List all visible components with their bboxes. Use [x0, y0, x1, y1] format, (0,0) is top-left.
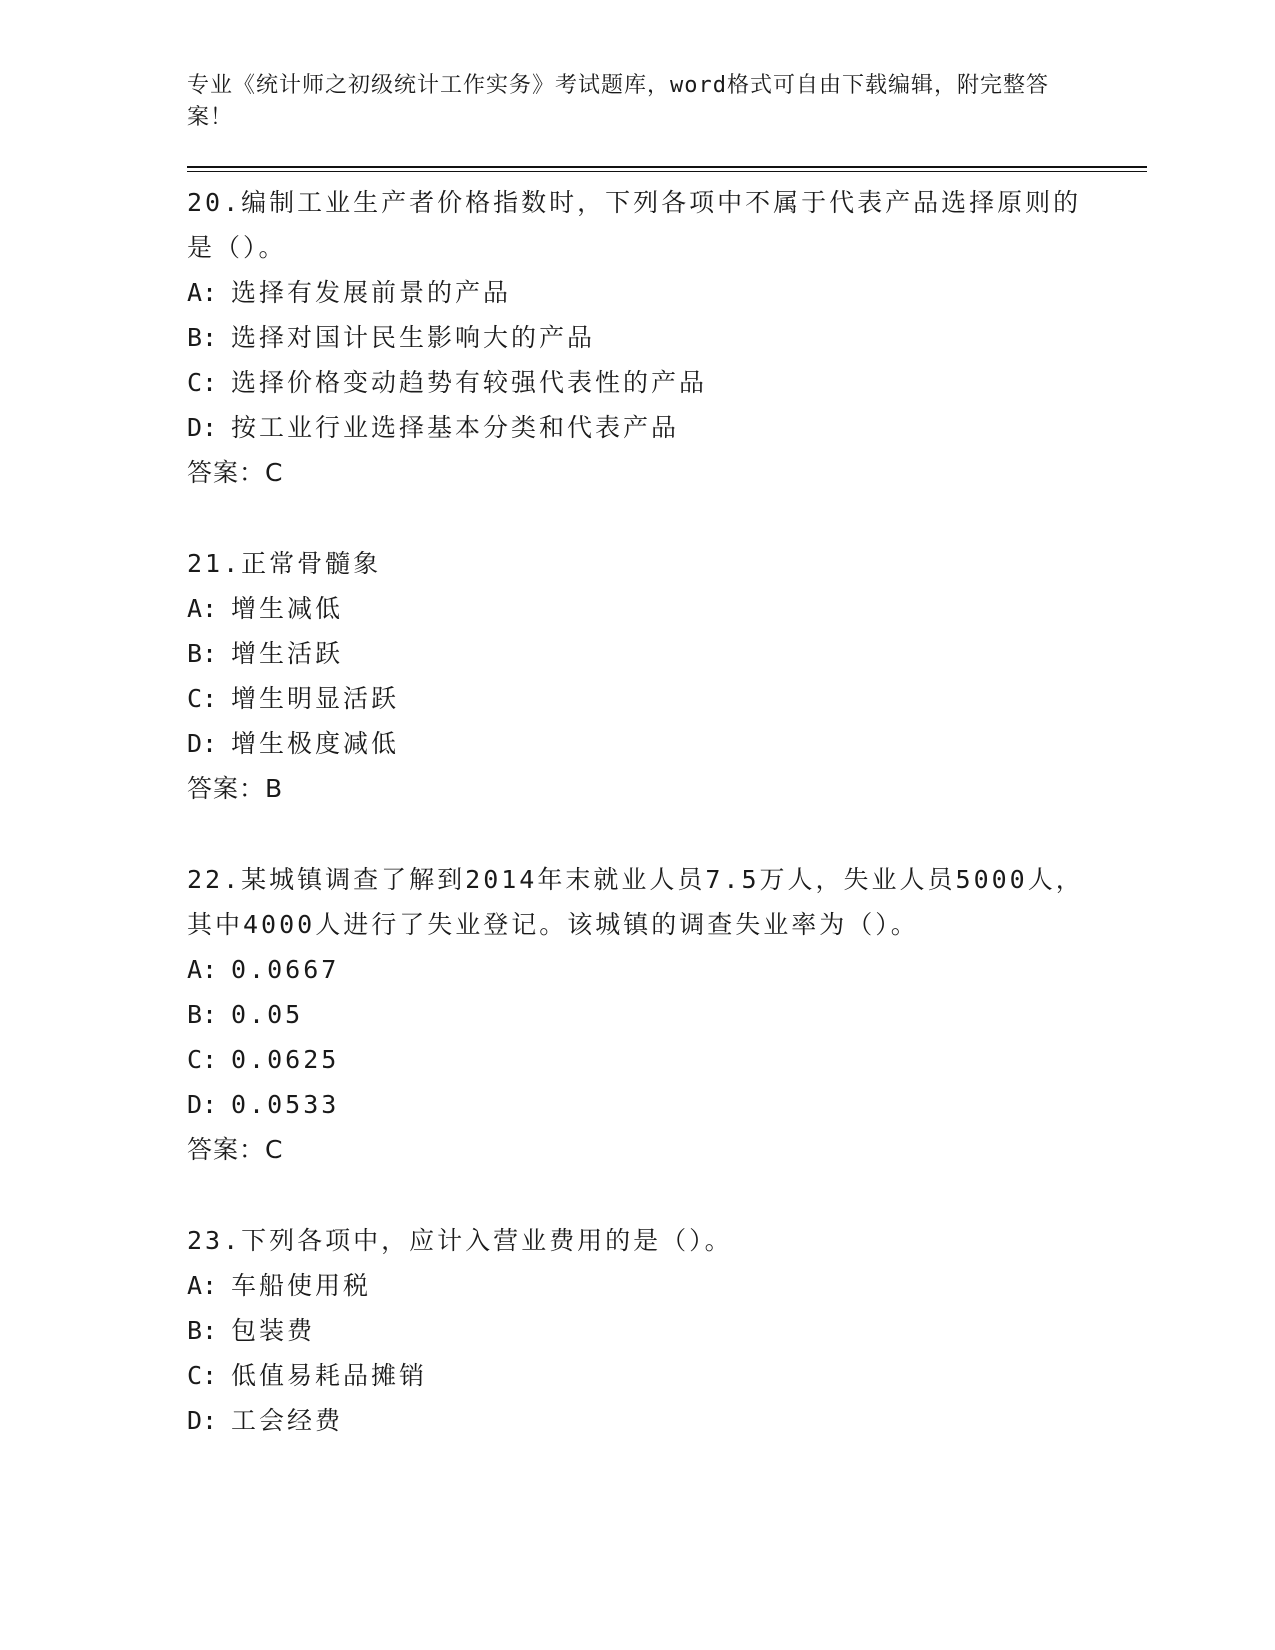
- option-c: [187, 1353, 1147, 1398]
- option-text: 按工业行业选择基本分类和代表产品: [231, 413, 680, 442]
- option-letter: D:: [187, 413, 218, 442]
- option-text: 增生明显活跃: [231, 684, 400, 713]
- option-c: [187, 1037, 1147, 1082]
- option-text: 增生极度减低: [231, 729, 400, 758]
- option-letter: A:: [187, 594, 218, 623]
- option-text: 0.0625: [231, 1045, 340, 1074]
- answer-line: 答案：C: [187, 458, 284, 487]
- option-letter: C:: [187, 1361, 218, 1390]
- option-letter: B:: [187, 639, 218, 668]
- option-letter: A:: [187, 955, 218, 984]
- question-stem: 22.某城镇调查了解到2014年末就业人员7.5万人，失业人员5000人，其中4000人进行了失业登记。该城镇的调查失业率为（）。: [187, 865, 1084, 939]
- option-text: 0.0667: [231, 955, 340, 984]
- option-letter: A:: [187, 1271, 218, 1300]
- option-b: [187, 1308, 1147, 1353]
- question-21: [187, 541, 1147, 811]
- question-20: [187, 180, 1147, 495]
- question-stem: 20.编制工业生产者价格指数时，下列各项中不属于代表产品选择原则的是（）。: [187, 188, 1082, 262]
- document-page: [187, 70, 1147, 1489]
- option-d: [187, 405, 1147, 450]
- question-stem: 21.正常骨髓象: [187, 549, 382, 578]
- option-a: [187, 947, 1147, 992]
- option-c: [187, 360, 1147, 405]
- option-letter: C:: [187, 368, 218, 397]
- document-header: 专业《统计师之初级统计工作实务》考试题库，word格式可自由下载编辑，附完整答案！: [187, 73, 1049, 130]
- option-letter: C:: [187, 1045, 218, 1074]
- option-letter: C:: [187, 684, 218, 713]
- option-letter: B:: [187, 1316, 218, 1345]
- option-text: 低值易耗品摊销: [231, 1361, 428, 1390]
- option-c: [187, 676, 1147, 721]
- option-b: [187, 631, 1147, 676]
- option-text: 增生减低: [231, 594, 344, 623]
- option-text: 选择价格变动趋势有较强代表性的产品: [231, 368, 708, 397]
- option-text: 0.05: [231, 1000, 304, 1029]
- option-a: [187, 586, 1147, 631]
- option-letter: D:: [187, 1406, 218, 1435]
- option-text: 增生活跃: [231, 639, 344, 668]
- header-divider-thin: [187, 171, 1147, 172]
- option-text: 车船使用税: [231, 1271, 372, 1300]
- option-text: 选择有发展前景的产品: [231, 278, 512, 307]
- option-letter: B:: [187, 1000, 218, 1029]
- header-divider-thick: [187, 166, 1147, 168]
- answer-line: 答案：B: [187, 774, 284, 803]
- question-23: [187, 1218, 1147, 1443]
- option-letter: D:: [187, 1090, 218, 1119]
- option-text: 包装费: [231, 1316, 316, 1345]
- option-b: [187, 992, 1147, 1037]
- option-d: [187, 1398, 1147, 1443]
- option-text: 0.0533: [231, 1090, 340, 1119]
- option-text: 选择对国计民生影响大的产品: [231, 323, 596, 352]
- option-text: 工会经费: [231, 1406, 344, 1435]
- option-d: [187, 721, 1147, 766]
- question-list: [187, 180, 1147, 1443]
- answer-line: 答案：C: [187, 1135, 284, 1164]
- option-letter: B:: [187, 323, 218, 352]
- option-a: [187, 1263, 1147, 1308]
- question-stem: 23.下列各项中，应计入营业费用的是（）。: [187, 1226, 733, 1255]
- option-d: [187, 1082, 1147, 1127]
- option-letter: D:: [187, 729, 218, 758]
- option-letter: A:: [187, 278, 218, 307]
- option-b: [187, 315, 1147, 360]
- option-a: [187, 270, 1147, 315]
- question-22: [187, 857, 1147, 1172]
